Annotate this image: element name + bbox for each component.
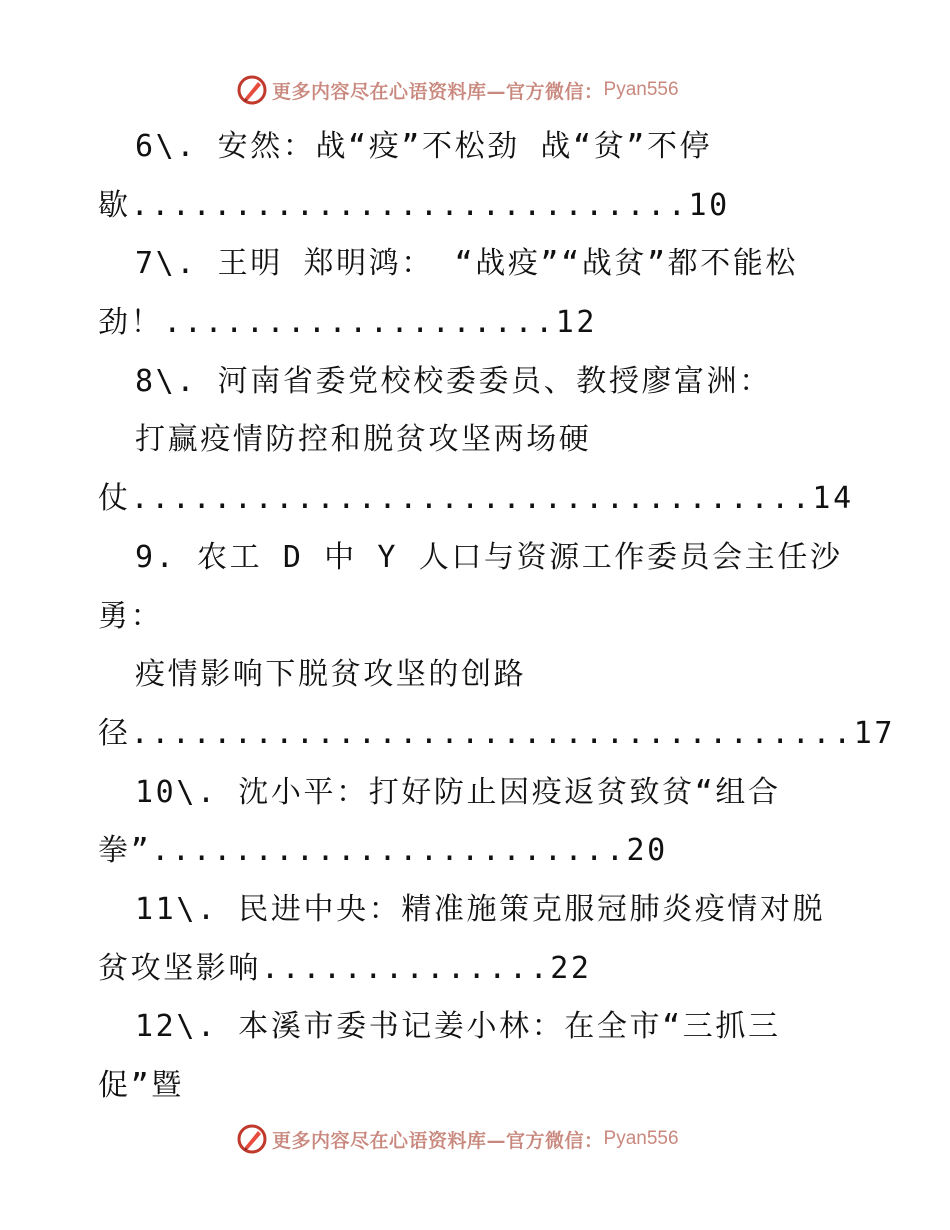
- toc-entry-10-page[interactable]: 拳”.......................20: [98, 833, 668, 869]
- toc-entry-8-subtitle[interactable]: 打赢疫情防控和脱贫攻坚两场硬: [135, 422, 592, 458]
- banner-wechat-id: Pyan556: [603, 79, 679, 100]
- banner-text: 更多内容尽在心语资料库—官方微信：: [272, 80, 604, 103]
- toc-entry-10-title[interactable]: 10\. 沈小平：打好防止因疫返贫致贫“组合: [135, 774, 781, 810]
- toc-entry-9-title-cont[interactable]: 勇：: [98, 598, 164, 634]
- pen-logo-icon: [236, 1123, 268, 1155]
- toc-entry-6-page[interactable]: 歇...........................10: [98, 187, 730, 223]
- banner-wechat-id: Pyan556: [603, 1128, 679, 1149]
- toc-entry-9-page[interactable]: 径...................................17: [98, 715, 896, 751]
- toc-entry-7-page[interactable]: 劲！...................12: [98, 305, 598, 341]
- toc-entry-6-title[interactable]: 6\. 安然：战“疫”不松劲 战“贫”不停: [135, 129, 713, 164]
- table-of-contents: [98, 118, 896, 1116]
- pen-logo-icon: [236, 74, 268, 106]
- banner-text: 更多内容尽在心语资料库—官方微信：: [272, 1129, 604, 1152]
- toc-entry-7-title[interactable]: 7\. 王明 郑明鸿： “战疫”“战贫”都不能松: [135, 246, 799, 282]
- toc-entry-11-title[interactable]: 11\. 民进中央：精准施策克服冠肺炎疫情对脱: [135, 891, 826, 927]
- toc-entry-9-title[interactable]: 9. 农工 D 中 Y 人口与资源工作委员会主任沙: [135, 539, 843, 575]
- toc-entry-8-title[interactable]: 8\. 河南省委党校校委委员、教授廖富洲：: [135, 363, 772, 399]
- toc-entry-12-title-cont[interactable]: 促”暨: [98, 1068, 184, 1103]
- toc-entry-8-page[interactable]: 仗.................................14: [98, 481, 854, 517]
- toc-entry-9-subtitle[interactable]: 疫情影响下脱贫攻坚的创路: [135, 657, 527, 693]
- header-banner: [236, 73, 679, 107]
- toc-entry-12-title[interactable]: 12\. 本溪市委书记姜小林：在全市“三抓三: [135, 1009, 781, 1045]
- footer-banner: [236, 1122, 679, 1156]
- toc-entry-11-page[interactable]: 贫攻坚影响..............22: [98, 950, 592, 986]
